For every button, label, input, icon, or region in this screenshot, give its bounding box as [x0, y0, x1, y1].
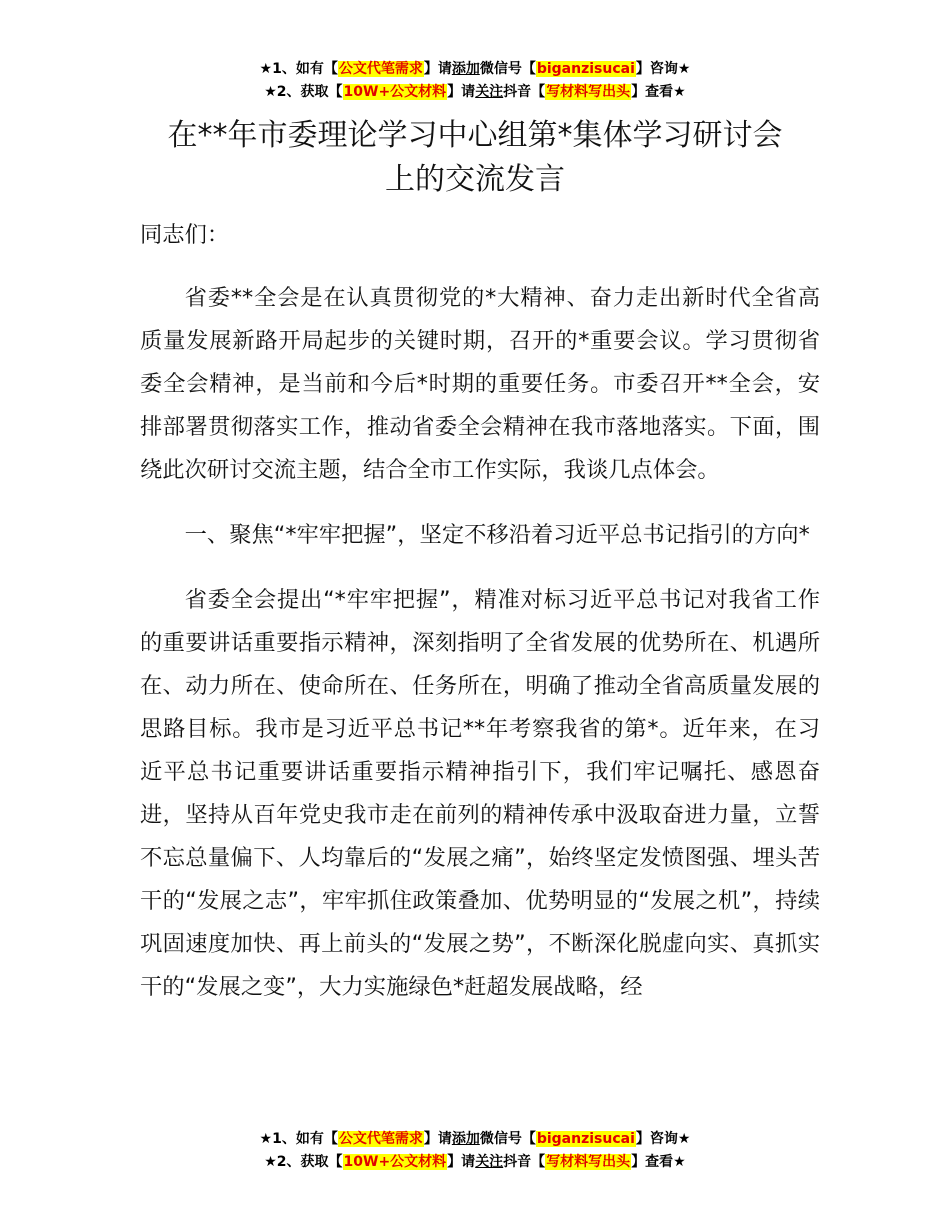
paragraph: 省委**全会是在认真贯彻党的*大精神、奋力走出新时代全省高质量发展新路开局起步的关键时期，召开的*重要会议。学习贯彻省委全会精神，是当前和今后*时期的重要任务。市委召开**全会，安排部署贯彻落实工作，推动省委全会精神在我市落地落实。下面，围绕此次研讨交流主题，结合全市工作实际，我谈几点体会。	[140, 285, 820, 483]
banner-text: 抖音【	[503, 1154, 546, 1170]
highlight-douyin-id: 写材料写出头	[546, 1154, 631, 1170]
underlined-text: 关注	[475, 84, 504, 100]
banner-text: 】咨询★	[635, 61, 691, 77]
banner-line-1	[0, 1128, 950, 1151]
banner-text: 微信号【	[479, 61, 536, 77]
highlight-service: 公文代笔需求	[338, 61, 423, 77]
footer-banner	[0, 1128, 950, 1174]
highlight-materials: 10W+公文材料	[343, 1154, 447, 1170]
highlight-wechat-id: biganzisucai	[536, 1131, 635, 1147]
banner-text: 】请	[423, 61, 452, 77]
highlight-service: 公文代笔需求	[338, 1131, 423, 1147]
banner-line-1	[0, 58, 950, 81]
banner-text: 】咨询★	[635, 1131, 691, 1147]
highlight-douyin-id: 写材料写出头	[546, 84, 631, 100]
document-title	[100, 114, 850, 202]
paragraph: 省委全会提出“*牢牢把握”，精准对标习近平总书记对我省工作的重要讲话重要指示精神，深刻指明了全省发展的优势所在、机遇所在、动力所在、使命所在、任务所在，明确了推动全省高质量发展的思路目标。我市是习近平总书记**年考察我省的第*。近年来，在习近平总书记重要讲话重要指示精神指引下，我们牢记嘱托、感恩奋进，坚持从百年党史我市走在前列的精神传承中汲取奋进力量，立誓不忘总量偏下、人均靠后的“发展之痛”，始终坚定发愤图强、埋头苦干的“发展之志”，牢牢抓住政策叠加、优势明显的“发展之机”，持续巩固速度加快、再上前头的“发展之势”，不断深化脱虚向实、真抓实干的“发展之变”，大力实施绿色*赶超发展战略，经	[140, 587, 820, 1000]
banner-text: ★1、如有【	[259, 1131, 338, 1147]
highlight-materials: 10W+公文材料	[343, 84, 447, 100]
header-banner	[0, 58, 950, 104]
highlight-wechat-id: biganzisucai	[536, 61, 635, 77]
banner-text: 】请	[447, 84, 476, 100]
banner-line-2	[0, 81, 950, 104]
underlined-text: 添加	[451, 61, 480, 77]
document-body	[140, 214, 820, 1031]
title-line-1: 在**年市委理论学习中心组第*集体学习研讨会	[167, 118, 783, 153]
banner-text: 】查看★	[631, 1154, 686, 1170]
banner-text: ★1、如有【	[259, 61, 338, 77]
banner-text: 】请	[447, 1154, 476, 1170]
underlined-text: 关注	[475, 1154, 504, 1170]
banner-line-2	[0, 1151, 950, 1174]
banner-text: 】请	[423, 1131, 452, 1147]
banner-text: ★2、获取【	[264, 1154, 343, 1170]
title-line-2: 上的交流发言	[385, 162, 565, 197]
underlined-text: 添加	[451, 1131, 480, 1147]
banner-text: ★2、获取【	[264, 84, 343, 100]
section-heading: 一、聚焦“*牢牢把握”，坚定不移沿着习近平总书记指引的方向*	[184, 522, 810, 548]
banner-text: 】查看★	[631, 84, 686, 100]
banner-text: 微信号【	[479, 1131, 536, 1147]
salutation: 同志们：	[140, 222, 230, 248]
banner-text: 抖音【	[503, 84, 546, 100]
